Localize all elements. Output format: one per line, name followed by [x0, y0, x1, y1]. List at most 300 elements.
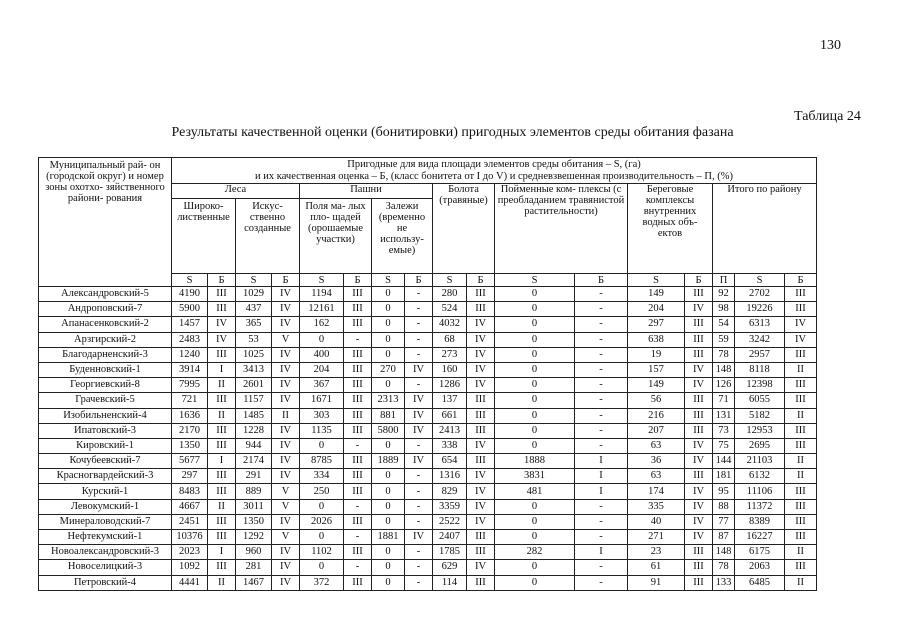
value-cell: -: [344, 438, 372, 453]
value-cell: V: [272, 530, 300, 545]
district-name: Арзгирский-2: [39, 332, 172, 347]
value-cell: 0: [300, 560, 344, 575]
value-cell: 149: [628, 378, 685, 393]
table-row: [39, 545, 817, 560]
value-cell: 2483: [172, 332, 208, 347]
value-cell: -: [575, 347, 628, 362]
value-cell: 126: [713, 378, 735, 393]
value-cell: 889: [236, 484, 272, 499]
value-cell: IV: [405, 393, 433, 408]
value-cell: 960: [236, 545, 272, 560]
value-cell: 0: [495, 423, 575, 438]
value-cell: -: [344, 499, 372, 514]
top-header-line2: и их качественная оценка – Б, (класс бонитета от I до V) и средневзвешенная производительность – П, (%): [255, 171, 733, 182]
value-cell: -: [344, 560, 372, 575]
table-row: [39, 408, 817, 423]
value-cell: I: [575, 469, 628, 484]
table-row: [39, 287, 817, 302]
value-cell: IV: [272, 378, 300, 393]
value-cell: 4667: [172, 499, 208, 514]
value-cell: 77: [713, 514, 735, 529]
value-cell: 1636: [172, 408, 208, 423]
value-cell: 0: [372, 438, 405, 453]
value-cell: 2174: [236, 454, 272, 469]
value-cell: 8389: [735, 514, 785, 529]
value-cell: 11372: [735, 499, 785, 514]
value-cell: III: [685, 423, 713, 438]
value-cell: 1888: [495, 454, 575, 469]
value-cell: -: [575, 332, 628, 347]
value-cell: 78: [713, 347, 735, 362]
value-cell: 0: [495, 317, 575, 332]
value-cell: III: [685, 469, 713, 484]
value-cell: I: [208, 362, 236, 377]
value-cell: 6132: [735, 469, 785, 484]
value-cell: III: [344, 302, 372, 317]
page-number: 130: [820, 38, 841, 53]
value-cell: IV: [208, 332, 236, 347]
value-cell: 2957: [735, 347, 785, 362]
value-cell: III: [467, 575, 495, 590]
table-label: Таблица 24: [794, 109, 861, 124]
table-row: [39, 317, 817, 332]
district-name: Левокумский-1: [39, 499, 172, 514]
value-cell: III: [344, 484, 372, 499]
value-cell: III: [208, 347, 236, 362]
value-cell: II: [208, 575, 236, 590]
value-cell: IV: [685, 454, 713, 469]
value-cell: 10376: [172, 530, 208, 545]
value-cell: III: [785, 378, 817, 393]
value-cell: 6485: [735, 575, 785, 590]
value-cell: 1881: [372, 530, 405, 545]
value-cell: IV: [272, 469, 300, 484]
value-cell: IV: [467, 362, 495, 377]
value-cell: -: [405, 287, 433, 302]
value-cell: II: [785, 545, 817, 560]
value-cell: IV: [405, 530, 433, 545]
value-cell: 88: [713, 499, 735, 514]
district-name: Новоалександровский-3: [39, 545, 172, 560]
district-name: Андроповский-7: [39, 302, 172, 317]
district-name: Грачевский-5: [39, 393, 172, 408]
value-cell: 372: [300, 575, 344, 590]
value-cell: 36: [628, 454, 685, 469]
table-row: [39, 514, 817, 529]
value-cell: 400: [300, 347, 344, 362]
value-cell: III: [208, 514, 236, 529]
value-cell: 2695: [735, 438, 785, 453]
value-cell: IV: [272, 347, 300, 362]
value-cell: III: [785, 423, 817, 438]
value-cell: 2063: [735, 560, 785, 575]
value-cell: V: [272, 332, 300, 347]
value-cell: II: [208, 378, 236, 393]
value-cell: III: [208, 302, 236, 317]
value-cell: 0: [495, 378, 575, 393]
value-cell: -: [575, 499, 628, 514]
value-cell: 297: [172, 469, 208, 484]
value-cell: -: [405, 575, 433, 590]
subheader-cell: S: [372, 274, 405, 287]
value-cell: IV: [685, 530, 713, 545]
value-cell: IV: [405, 362, 433, 377]
value-cell: 335: [628, 499, 685, 514]
value-cell: 3831: [495, 469, 575, 484]
value-cell: 1292: [236, 530, 272, 545]
value-cell: III: [467, 287, 495, 302]
value-cell: 12161: [300, 302, 344, 317]
value-cell: 40: [628, 514, 685, 529]
value-cell: III: [344, 575, 372, 590]
value-cell: 1135: [300, 423, 344, 438]
value-cell: 291: [236, 469, 272, 484]
district-name: Апанасенковский-2: [39, 317, 172, 332]
value-cell: 6175: [735, 545, 785, 560]
value-cell: IV: [272, 454, 300, 469]
value-cell: 63: [628, 438, 685, 453]
value-cell: 12398: [735, 378, 785, 393]
value-cell: III: [467, 454, 495, 469]
value-cell: 0: [495, 560, 575, 575]
subheader-cell: П: [713, 274, 735, 287]
value-cell: V: [272, 499, 300, 514]
value-cell: 207: [628, 423, 685, 438]
value-cell: IV: [785, 317, 817, 332]
district-name: Кочубеевский-7: [39, 454, 172, 469]
coastal-header: Береговые комплексы внутренних водных объ- ектов: [628, 184, 713, 274]
top-header-line1: Пригодные для вида площади элементов среды обитания – S, (га): [347, 159, 641, 170]
value-cell: III: [344, 514, 372, 529]
district-name: Кировский-1: [39, 438, 172, 453]
value-cell: IV: [272, 438, 300, 453]
district-name: Минераловодский-7: [39, 514, 172, 529]
value-cell: 0: [495, 393, 575, 408]
value-cell: 1350: [172, 438, 208, 453]
table-row: [39, 302, 817, 317]
value-cell: 63: [628, 469, 685, 484]
value-cell: 162: [300, 317, 344, 332]
value-cell: 3914: [172, 362, 208, 377]
value-cell: -: [575, 378, 628, 393]
value-cell: -: [405, 499, 433, 514]
value-cell: 75: [713, 438, 735, 453]
subheader-cell: Б: [785, 274, 817, 287]
value-cell: III: [208, 560, 236, 575]
value-cell: -: [405, 317, 433, 332]
table-row: [39, 332, 817, 347]
value-cell: IV: [467, 560, 495, 575]
value-cell: III: [208, 287, 236, 302]
value-cell: 524: [433, 302, 467, 317]
value-cell: -: [575, 423, 628, 438]
value-cell: 2702: [735, 287, 785, 302]
value-cell: III: [344, 545, 372, 560]
small-fields-header: Поля ма- лых пло- щадей (орошаемые участки): [300, 199, 372, 274]
district-name: Изобильненский-4: [39, 408, 172, 423]
value-cell: IV: [685, 378, 713, 393]
fallow-header: Залежи (временно не использу- емые): [372, 199, 433, 274]
value-cell: 21103: [735, 454, 785, 469]
value-cell: 181: [713, 469, 735, 484]
subheader-cell: S: [300, 274, 344, 287]
value-cell: -: [405, 378, 433, 393]
total-header: Итого по району: [713, 184, 817, 274]
value-cell: 2451: [172, 514, 208, 529]
subheader-cell: Б: [405, 274, 433, 287]
value-cell: III: [208, 469, 236, 484]
district-name: Петровский-4: [39, 575, 172, 590]
value-cell: 133: [713, 575, 735, 590]
value-cell: 8785: [300, 454, 344, 469]
value-cell: 297: [628, 317, 685, 332]
swamps-header: Болота (травяные): [433, 184, 495, 274]
value-cell: III: [685, 560, 713, 575]
table-row: [39, 499, 817, 514]
value-cell: 654: [433, 454, 467, 469]
value-cell: III: [467, 393, 495, 408]
value-cell: 2601: [236, 378, 272, 393]
value-cell: -: [575, 287, 628, 302]
subheader-cell: S: [628, 274, 685, 287]
value-cell: III: [467, 302, 495, 317]
table-row: [39, 560, 817, 575]
value-cell: 1240: [172, 347, 208, 362]
value-cell: III: [467, 408, 495, 423]
value-cell: I: [575, 484, 628, 499]
table-title: Результаты качественной оценки (бонитировки) пригодных элементов среды обитания фазана: [171, 125, 734, 140]
value-cell: III: [685, 317, 713, 332]
value-cell: -: [575, 514, 628, 529]
value-cell: 204: [300, 362, 344, 377]
district-name: Александровский-5: [39, 287, 172, 302]
value-cell: -: [575, 393, 628, 408]
value-cell: II: [785, 362, 817, 377]
value-cell: 661: [433, 408, 467, 423]
value-cell: 0: [495, 408, 575, 423]
value-cell: 1029: [236, 287, 272, 302]
value-cell: III: [685, 545, 713, 560]
value-cell: 2170: [172, 423, 208, 438]
value-cell: 1316: [433, 469, 467, 484]
value-cell: 92: [713, 287, 735, 302]
value-cell: -: [575, 408, 628, 423]
top-header: [172, 158, 817, 184]
bonitet-table: [38, 157, 817, 591]
value-cell: 2413: [433, 423, 467, 438]
value-cell: IV: [467, 438, 495, 453]
value-cell: II: [272, 408, 300, 423]
value-cell: 54: [713, 317, 735, 332]
value-cell: 881: [372, 408, 405, 423]
subheader-cell: Б: [467, 274, 495, 287]
value-cell: 19: [628, 347, 685, 362]
value-cell: 98: [713, 302, 735, 317]
value-cell: 1785: [433, 545, 467, 560]
value-cell: 1194: [300, 287, 344, 302]
value-cell: 149: [628, 287, 685, 302]
value-cell: III: [344, 287, 372, 302]
value-cell: -: [405, 514, 433, 529]
subheader-cell: Б: [685, 274, 713, 287]
subheader-cell: S: [495, 274, 575, 287]
value-cell: 2407: [433, 530, 467, 545]
value-cell: 59: [713, 332, 735, 347]
district-name: Буденновский-1: [39, 362, 172, 377]
value-cell: 216: [628, 408, 685, 423]
value-cell: IV: [685, 484, 713, 499]
value-cell: 1889: [372, 454, 405, 469]
value-cell: 0: [372, 560, 405, 575]
value-cell: 78: [713, 560, 735, 575]
value-cell: 174: [628, 484, 685, 499]
table-row: [39, 530, 817, 545]
value-cell: IV: [467, 469, 495, 484]
value-cell: III: [344, 408, 372, 423]
value-cell: IV: [467, 347, 495, 362]
value-cell: III: [344, 378, 372, 393]
value-cell: 3413: [236, 362, 272, 377]
value-cell: 0: [372, 575, 405, 590]
table-row: [39, 347, 817, 362]
value-cell: 0: [300, 499, 344, 514]
value-cell: 1286: [433, 378, 467, 393]
value-cell: 629: [433, 560, 467, 575]
value-cell: III: [467, 423, 495, 438]
value-cell: III: [785, 347, 817, 362]
value-cell: 11106: [735, 484, 785, 499]
value-cell: -: [344, 332, 372, 347]
value-cell: II: [208, 499, 236, 514]
table-row: [39, 362, 817, 377]
value-cell: IV: [272, 545, 300, 560]
value-cell: IV: [785, 332, 817, 347]
value-cell: IV: [272, 317, 300, 332]
value-cell: 334: [300, 469, 344, 484]
value-cell: -: [405, 484, 433, 499]
value-cell: 2313: [372, 393, 405, 408]
table-row: [39, 423, 817, 438]
subheader-cell: S: [172, 274, 208, 287]
subheader-cell: S: [433, 274, 467, 287]
value-cell: 270: [372, 362, 405, 377]
subheader-cell: Б: [344, 274, 372, 287]
value-cell: IV: [685, 499, 713, 514]
district-name: Курский-1: [39, 484, 172, 499]
value-cell: 1467: [236, 575, 272, 590]
value-cell: III: [208, 423, 236, 438]
value-cell: I: [208, 454, 236, 469]
artificial-header: Искус- ственно созданные: [236, 199, 300, 274]
value-cell: -: [405, 347, 433, 362]
value-cell: IV: [272, 560, 300, 575]
value-cell: 8118: [735, 362, 785, 377]
value-cell: IV: [685, 438, 713, 453]
table-row: [39, 469, 817, 484]
value-cell: -: [575, 302, 628, 317]
subheader-cell: Б: [208, 274, 236, 287]
value-cell: I: [575, 454, 628, 469]
value-cell: IV: [272, 514, 300, 529]
value-cell: III: [685, 393, 713, 408]
value-cell: 68: [433, 332, 467, 347]
value-cell: 944: [236, 438, 272, 453]
value-cell: IV: [405, 454, 433, 469]
value-cell: II: [785, 454, 817, 469]
value-cell: 23: [628, 545, 685, 560]
value-cell: IV: [405, 423, 433, 438]
value-cell: 148: [713, 545, 735, 560]
value-cell: IV: [272, 575, 300, 590]
value-cell: III: [344, 347, 372, 362]
value-cell: 5900: [172, 302, 208, 317]
value-cell: 0: [495, 347, 575, 362]
value-cell: 437: [236, 302, 272, 317]
value-cell: 137: [433, 393, 467, 408]
value-cell: IV: [467, 484, 495, 499]
value-cell: 0: [372, 484, 405, 499]
value-cell: III: [785, 514, 817, 529]
value-cell: 12953: [735, 423, 785, 438]
value-cell: 1228: [236, 423, 272, 438]
value-cell: 0: [495, 438, 575, 453]
value-cell: 0: [495, 332, 575, 347]
value-cell: 829: [433, 484, 467, 499]
value-cell: 8483: [172, 484, 208, 499]
value-cell: 0: [300, 530, 344, 545]
value-cell: -: [575, 530, 628, 545]
value-cell: IV: [272, 362, 300, 377]
value-cell: 481: [495, 484, 575, 499]
value-cell: III: [685, 575, 713, 590]
value-cell: 114: [433, 575, 467, 590]
value-cell: 282: [495, 545, 575, 560]
value-cell: 0: [372, 469, 405, 484]
value-cell: 280: [433, 287, 467, 302]
value-cell: 2522: [433, 514, 467, 529]
value-cell: 0: [495, 499, 575, 514]
value-cell: 157: [628, 362, 685, 377]
floodplain-header: Пойменные ком- плексы (с преобладанием травянистой растительности): [495, 184, 628, 274]
value-cell: IV: [685, 302, 713, 317]
value-cell: 367: [300, 378, 344, 393]
table-row: [39, 393, 817, 408]
value-cell: 365: [236, 317, 272, 332]
table-row: [39, 484, 817, 499]
value-cell: 131: [713, 408, 735, 423]
value-cell: 721: [172, 393, 208, 408]
value-cell: 5677: [172, 454, 208, 469]
value-cell: IV: [685, 514, 713, 529]
value-cell: 638: [628, 332, 685, 347]
value-cell: II: [785, 469, 817, 484]
value-cell: 0: [372, 302, 405, 317]
value-cell: III: [685, 332, 713, 347]
value-cell: -: [405, 332, 433, 347]
value-cell: 3011: [236, 499, 272, 514]
value-cell: III: [785, 499, 817, 514]
value-cell: IV: [272, 287, 300, 302]
value-cell: III: [785, 484, 817, 499]
value-cell: III: [785, 530, 817, 545]
value-cell: 0: [372, 499, 405, 514]
value-cell: 0: [372, 378, 405, 393]
value-cell: IV: [272, 423, 300, 438]
forests-header: Леса: [172, 184, 300, 199]
value-cell: 91: [628, 575, 685, 590]
value-cell: 3359: [433, 499, 467, 514]
value-cell: 0: [372, 347, 405, 362]
